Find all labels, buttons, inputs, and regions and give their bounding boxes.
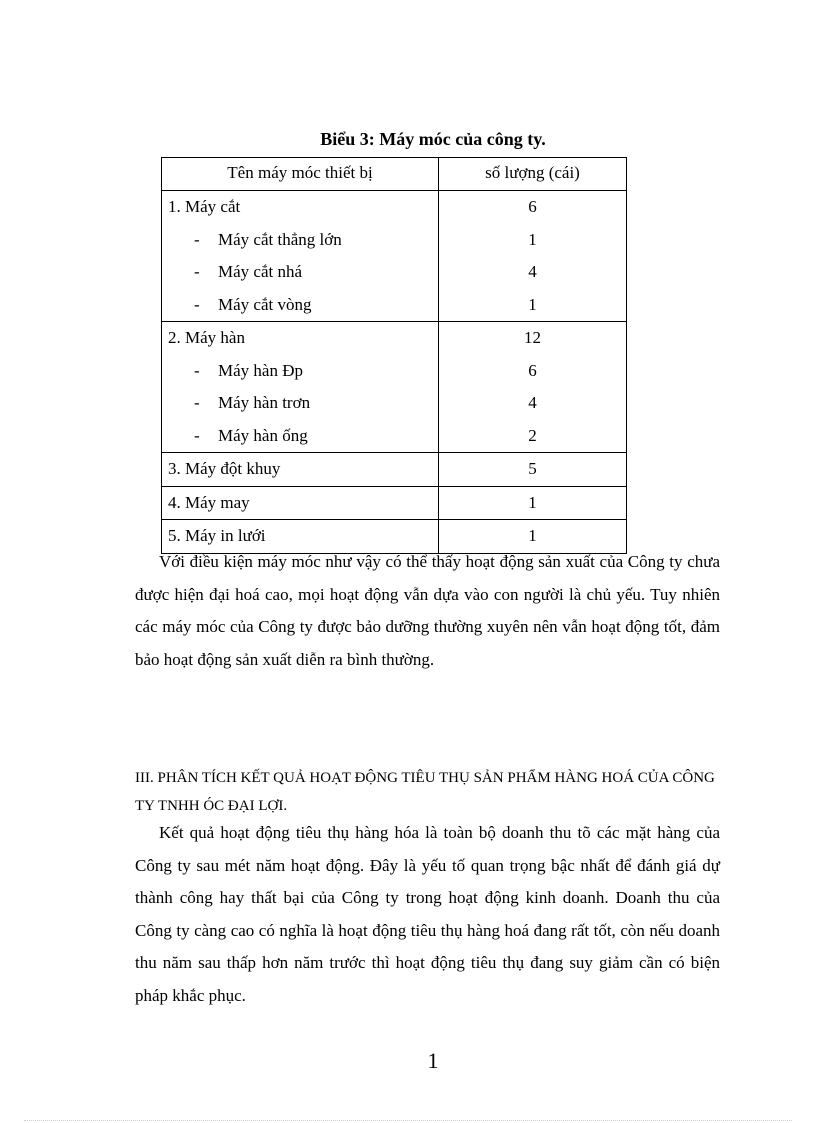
table-caption: Biểu 3: Máy móc của công ty. [320, 129, 546, 149]
header-quantity: số lượng (cái) [439, 158, 627, 191]
cell-names [162, 322, 439, 453]
cell-quantities [439, 322, 627, 453]
page-bottom-divider [24, 1120, 792, 1121]
paragraph-sales [135, 817, 720, 1012]
row-label: 2. Máy hàn [168, 328, 245, 347]
row-qty: 1 [528, 526, 537, 545]
row-label-sub: - Máy hàn trơn [194, 393, 311, 412]
page-number: 1 [427, 1048, 439, 1073]
row-qty: 6 [528, 360, 537, 380]
row-label-sub: - Máy cắt nhá [194, 262, 303, 281]
row-qty: 4 [528, 262, 537, 281]
row-label-sub: - Máy hàn ống [194, 425, 308, 445]
row-qty: 1 [528, 492, 537, 512]
row-qty: 5 [528, 459, 537, 478]
row-label-sub: - Máy cắt thẳng lớn [194, 229, 342, 249]
paragraph-sales-text: Kết quả hoạt động tiêu thụ hàng hóa là toàn bộ doanh thu tõ các mặt hàng của Công ty sau mét năm hoạt động. Đây là yếu tố quan trọng bậc nhất để đánh giá dự thành công hay thất bại của Công ty trong hoạt động kinh doanh. Doanh thu của Công ty càng cao có nghĩa là hoạt động tiêu thụ hàng hoá đang rất tốt, còn nếu doanh thu năm sau thấp hơn năm trước thì hoạt động tiêu thụ đang suy giảm cần có biện pháp khắc phục. [135, 823, 720, 1005]
row-label-sub: - Máy cắt vòng [194, 294, 312, 314]
row-qty: 1 [528, 294, 537, 314]
row-label: 4. Máy may [168, 492, 250, 512]
row-qty: 12 [524, 328, 541, 347]
cell-quantities [439, 453, 627, 487]
paragraph-equipment-text: Với điều kiện máy móc như vậy có thể thấy hoạt động sản xuất của Công ty chưa được hiện đại hoá cao, mọi hoạt động vẫn dựa vào con người là chủ yếu. Tuy nhiên các máy móc của Công ty được bảo dưỡng thường xuyên nên vẫn hoạt động tốt, đảm bảo hoạt động sản xuất diễn ra bình thường. [135, 552, 720, 669]
header-equipment-name: Tên máy móc thiết bị [162, 158, 439, 191]
table-row-cutting [162, 191, 627, 322]
table-row-punching [162, 453, 627, 487]
cell-names [162, 486, 439, 520]
cell-quantities [439, 191, 627, 322]
section-heading: III. PHÂN TÍCH KẾT QUẢ HOẠT ĐỘNG TIÊU THỤ SẢN PHẨM HÀNG HOÁ CỦA CÔNG TY TNHH ÓC ĐẠI LỢI. [135, 770, 715, 814]
row-label: 5. Máy in lưới [168, 526, 266, 545]
row-label: 3. Máy đột khuy [168, 459, 281, 478]
cell-names [162, 453, 439, 487]
equipment-table [161, 157, 627, 554]
table-row-sewing [162, 486, 627, 520]
row-qty: 1 [528, 229, 537, 249]
table-row-welding [162, 322, 627, 453]
cell-names [162, 191, 439, 322]
row-label: 1. Máy cắt [168, 197, 241, 216]
paragraph-equipment [135, 546, 720, 676]
row-qty: 4 [528, 393, 537, 412]
row-qty: 6 [528, 197, 537, 216]
row-label-sub: - Máy hàn Đp [194, 360, 303, 380]
row-qty: 2 [528, 425, 537, 445]
cell-quantities [439, 486, 627, 520]
table-header-row [162, 158, 627, 191]
